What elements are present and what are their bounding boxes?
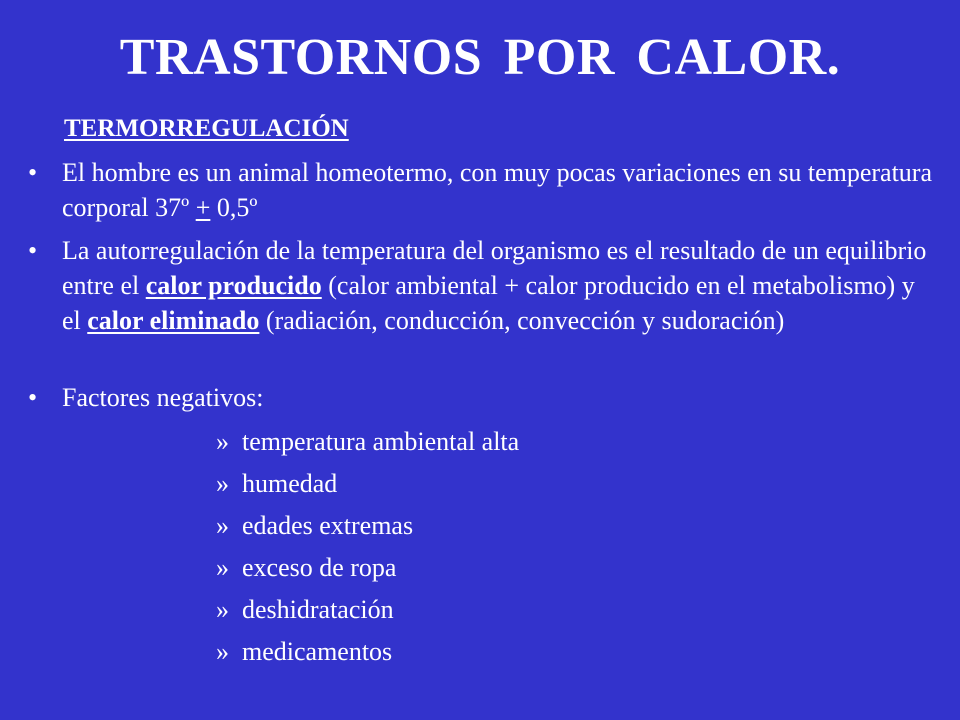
chevron-right-icon: » <box>216 637 229 666</box>
list-item <box>216 547 519 589</box>
chevron-right-icon: » <box>216 511 229 540</box>
list-item <box>216 421 519 463</box>
chevron-right-icon: » <box>216 469 229 498</box>
bullet-text-part: (calor ambiental + calor producido en el metabolismo) y el <box>62 271 915 335</box>
emphasis-calor-producido: calor producido <box>145 271 322 300</box>
list-item <box>216 505 519 547</box>
list-item <box>216 631 519 673</box>
emphasis-calor-eliminado: calor eliminado <box>87 306 260 335</box>
factors-list <box>216 421 519 673</box>
factor-text: humedad <box>242 469 338 498</box>
factor-text: deshidratación <box>242 595 394 624</box>
bullet-text: Factores negativos: <box>62 383 264 412</box>
chevron-right-icon: » <box>216 595 229 624</box>
bullet-text-part: 0,5º <box>210 193 258 222</box>
section-heading: TERMORREGULACIÓN <box>64 115 349 142</box>
bullet-icon: • <box>28 383 38 412</box>
slide-title: TRASTORNOS POR CALOR. <box>119 29 841 86</box>
plus-minus-sign: + <box>195 193 211 222</box>
list-item <box>216 463 519 505</box>
bullet-text <box>62 155 932 225</box>
bullet-icon: • <box>28 236 38 265</box>
factor-text: exceso de ropa <box>242 553 397 582</box>
factor-text: medicamentos <box>242 637 393 666</box>
factor-text: temperatura ambiental alta <box>242 427 520 456</box>
bullet-text-part: La autorregulación de la temperatura del organismo es el resultado de un equilibrio entre el <box>62 236 927 300</box>
chevron-right-icon: » <box>216 427 229 456</box>
bullet-text-part: (radiación, conducción, convección y sudoración) <box>259 306 785 335</box>
bullet-icon: • <box>28 158 38 187</box>
factor-text: edades extremas <box>242 511 414 540</box>
chevron-right-icon: » <box>216 553 229 582</box>
bullet-text <box>62 233 932 338</box>
list-item <box>216 589 519 631</box>
bullet-text-part: El hombre es un animal homeotermo, con muy pocas variaciones en su temperatura corporal 37º <box>62 158 932 222</box>
